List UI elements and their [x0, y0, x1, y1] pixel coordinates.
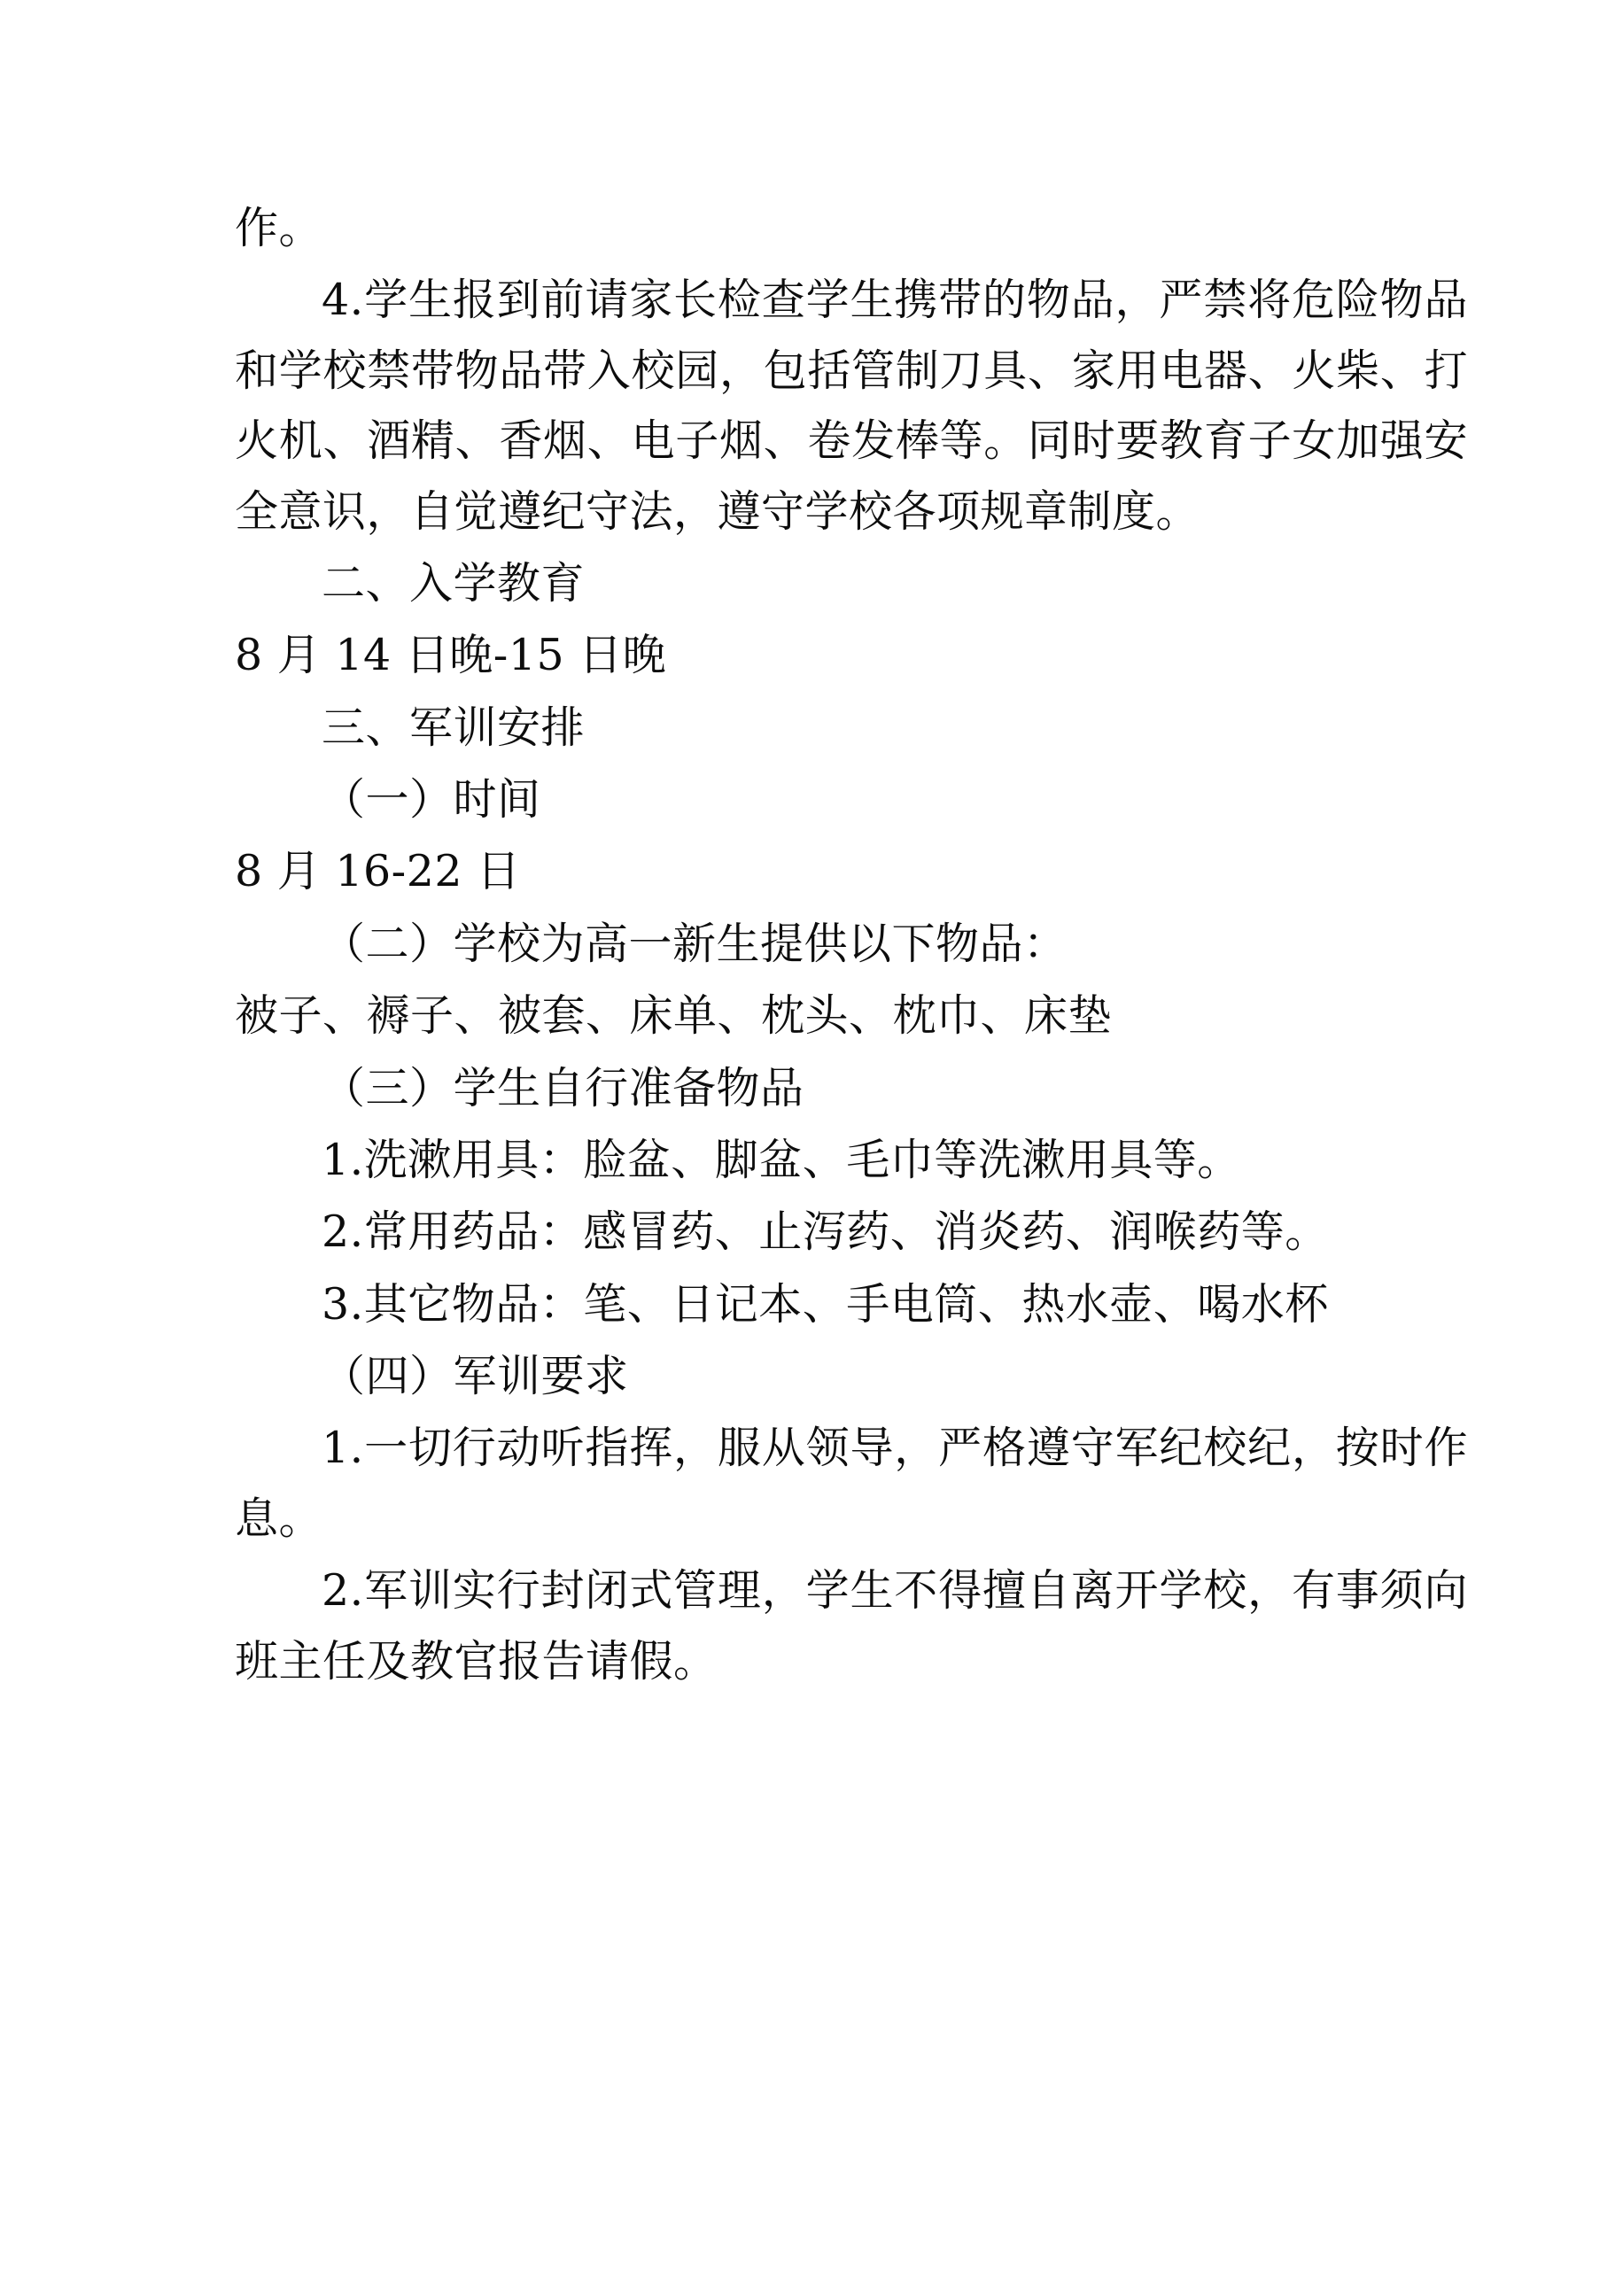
heading-subsection-three: （三）学生自行准备物品	[322, 1062, 804, 1113]
heading-subsection-two: （二）学校为高一新生提供以下物品：	[322, 918, 1068, 969]
subsection-two-items: 被子、褥子、被套、床单、枕头、枕巾、床垫	[235, 990, 1113, 1042]
subsection-four-item-2: 2.军训实行封闭式管理，学生不得擅自离开学校，有事须向班主任及教官报告请假。	[235, 1565, 1468, 1687]
document-body	[235, 193, 1468, 1696]
heading-subsection-one: （一）时间	[322, 774, 541, 825]
subsection-three-item-1: 1.洗漱用具：脸盆、脚盆、毛巾等洗漱用具等。	[322, 1134, 1241, 1185]
heading-section-three: 三、军训安排	[322, 702, 586, 753]
subsection-one-date: 8 月 16-22 日	[235, 846, 521, 897]
heading-section-two: 二、入学教育	[322, 557, 586, 609]
subsection-three-item-2: 2.常用药品：感冒药、止泻药、消炎药、润喉药等。	[322, 1206, 1329, 1258]
paragraph-item-4: 4.学生报到前请家长检查学生携带的物品，严禁将危险物品和学校禁带物品带入校园，包括管制刀具、家用电器、火柴、打火机、酒精、香烟、电子烟、卷发棒等。同时要教育子女加强安全意识，自觉遵纪守法，遵守学校各项规章制度。	[235, 275, 1468, 537]
subsection-four-item-1: 1.一切行动听指挥，服从领导，严格遵守军纪校纪，按时作息。	[235, 1423, 1468, 1544]
subsection-three-item-3: 3.其它物品：笔、日记本、手电筒、热水壶、喝水杯	[322, 1278, 1329, 1330]
paragraph-continuation: 作。	[235, 203, 323, 253]
section-two-date: 8 月 14 日晚-15 日晚	[235, 630, 667, 681]
heading-subsection-four: （四）军训要求	[322, 1351, 629, 1401]
